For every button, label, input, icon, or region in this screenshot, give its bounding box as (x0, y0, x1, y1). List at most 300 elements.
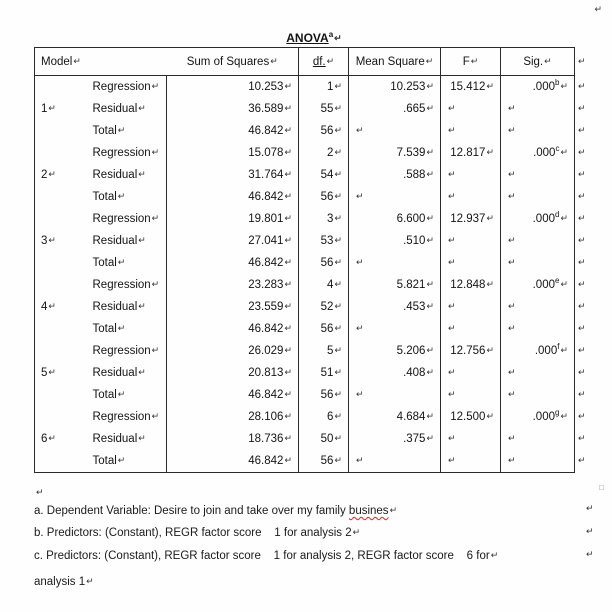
paragraph-mark: ↵ (426, 235, 434, 245)
paragraph-mark: ↵ (508, 257, 516, 267)
paragraph-mark: ↵ (426, 213, 434, 223)
row-end-mark-cell (575, 76, 595, 99)
df-cell: 56↵ (299, 318, 349, 340)
paragraph-mark: ↵ (448, 257, 456, 267)
sum-of-squares-cell: 46.842↵ (167, 318, 299, 340)
f-cell: 12.848↵ (441, 274, 501, 296)
paragraph-mark: ↵ (426, 433, 434, 443)
df-cell: 4↵ (299, 274, 349, 296)
row-label-cell: Regression↵ (92, 279, 160, 291)
paragraph-mark: ↵ (560, 81, 568, 91)
model-number-cell: 5↵ (35, 340, 87, 406)
mean-square-cell: 4.684↵ (349, 406, 441, 428)
df-cell: 56↵ (299, 252, 349, 274)
paragraph-mark: ↵ (448, 235, 456, 245)
row-end-mark-cell (575, 384, 595, 406)
paragraph-mark: ↵ (151, 81, 160, 91)
df-cell: 3↵ (299, 208, 349, 230)
paragraph-mark: ↵ (578, 257, 586, 267)
row-end-mark-cell (575, 230, 595, 252)
paragraph-mark: ↵ (578, 455, 586, 466)
footnote-a (34, 505, 582, 517)
paragraph-mark: ↵ (284, 455, 292, 465)
paragraph-mark: ↵ (334, 455, 342, 465)
paragraph-mark: ↵ (508, 455, 516, 465)
row-end-mark-cell (575, 164, 595, 186)
paragraph-mark: ↵ (48, 301, 56, 311)
footnote-c-cont-text: analysis 1 (34, 576, 86, 588)
row-label-cell: Regression↵ (92, 411, 160, 423)
df-cell: 50↵ (299, 428, 349, 450)
paragraph-mark: ↵ (448, 389, 456, 399)
paragraph-mark: ↵ (284, 257, 292, 267)
paragraph-mark: ↵ (578, 367, 586, 377)
paragraph-mark: ↵ (486, 147, 494, 157)
sum-of-squares-cell: 26.029↵ (167, 340, 299, 362)
mean-square-cell: .510↵ (349, 230, 441, 252)
paragraph-mark: ↵ (151, 279, 160, 289)
paragraph-mark: ↵ (334, 345, 342, 355)
paragraph-mark: ↵ (117, 257, 126, 267)
row-label-cell: Residual↵ (92, 301, 146, 313)
mean-square-cell (349, 384, 441, 406)
paragraph-mark: ↵ (560, 345, 568, 355)
anova-table-body (35, 76, 595, 473)
mean-square-cell: 7.539↵ (349, 142, 441, 164)
paragraph-mark: ↵ (284, 213, 292, 223)
paragraph-mark: ↵ (86, 576, 94, 586)
row-end-mark-cell (575, 340, 595, 362)
paragraph-mark: ↵ (334, 433, 342, 443)
sum-of-squares-cell: 46.842↵ (167, 120, 299, 142)
row-label-cell: Residual↵ (92, 103, 146, 115)
paragraph-mark: ↵ (578, 235, 586, 245)
table-row (35, 318, 595, 340)
paragraph-mark: ↵ (334, 81, 342, 91)
paragraph-mark: ↵ (334, 169, 342, 179)
paragraph-mark: ↵ (544, 55, 552, 66)
sig-cell (501, 296, 575, 318)
paragraph-mark: ↵ (586, 526, 594, 536)
paragraph-mark: ↵ (117, 125, 126, 135)
paragraph-mark: ↵ (138, 367, 146, 377)
paragraph-mark: ↵ (334, 257, 342, 267)
df-cell: 56↵ (299, 120, 349, 142)
paragraph-mark: ↵ (270, 55, 278, 66)
paragraph-mark: ↵ (356, 323, 364, 333)
table-row (35, 120, 595, 142)
sig-cell (501, 230, 575, 252)
paragraph-mark: ↵ (508, 367, 516, 377)
sum-of-squares-cell: 27.041↵ (167, 230, 299, 252)
paragraph-mark: ↵ (560, 279, 568, 289)
footnote-a-text: a. Dependent Variable: Desire to join and take over my family (34, 505, 349, 517)
paragraph-mark: ↵ (284, 345, 292, 355)
paragraph-mark: ↵ (284, 103, 292, 113)
mean-square-cell (349, 252, 441, 274)
sig-cell (501, 186, 575, 208)
table-row (35, 340, 595, 362)
f-cell: 15.412↵ (441, 76, 501, 99)
mean-square-cell (349, 120, 441, 142)
footnote-b-text: b. Predictors: (Constant), REGR factor score 1 for analysis 2 (34, 527, 352, 539)
paragraph-mark: ↵ (586, 549, 594, 559)
f-cell (441, 384, 501, 406)
row-end-mark-cell (575, 274, 595, 296)
paragraph-mark: ↵ (48, 235, 56, 245)
paragraph-mark: ↵ (284, 411, 292, 421)
anova-table (34, 47, 595, 473)
f-cell (441, 428, 501, 450)
row-label-cell: Total↵ (92, 125, 126, 137)
paragraph-mark: ↵ (284, 323, 292, 333)
table-row (35, 296, 595, 318)
row-label-cell: Residual↵ (92, 235, 146, 247)
paragraph-mark: ↵ (508, 433, 516, 443)
header-f-label: F (462, 55, 470, 68)
df-cell: 56↵ (299, 450, 349, 473)
paragraph-mark: ↵ (560, 411, 568, 421)
paragraph-mark: ↵ (334, 213, 342, 223)
header-ss-label: Sum of Squares (186, 55, 270, 68)
paragraph-mark: ↵ (426, 103, 434, 113)
sum-of-squares-cell: 46.842↵ (167, 252, 299, 274)
paragraph-mark: ↵ (334, 301, 342, 311)
df-cell: 5↵ (299, 340, 349, 362)
mean-square-cell: .665↵ (349, 98, 441, 120)
paragraph-mark: ↵ (578, 147, 586, 157)
paragraph-mark: ↵ (36, 487, 44, 497)
paragraph-mark: ↵ (334, 103, 342, 113)
model-number-cell: 1↵ (35, 76, 87, 143)
sum-of-squares-cell: 20.813↵ (167, 362, 299, 384)
df-cell: 53↵ (299, 230, 349, 252)
sig-cell: .000$^b$↵ (501, 76, 575, 99)
df-cell: 52↵ (299, 296, 349, 318)
paragraph-mark: ↵ (508, 301, 516, 311)
model-number-cell: 3↵ (35, 208, 87, 274)
df-cell: 51↵ (299, 362, 349, 384)
paragraph-mark: ↵ (578, 433, 586, 443)
paragraph-mark: ↵ (578, 169, 586, 179)
f-cell: 12.817↵ (441, 142, 501, 164)
row-end-mark-cell (575, 186, 595, 208)
df-cell: 56↵ (299, 186, 349, 208)
paragraph-mark: ↵ (334, 33, 342, 43)
df-cell: 2↵ (299, 142, 349, 164)
paragraph-mark: ↵ (284, 433, 292, 443)
paragraph-mark: ↵ (334, 323, 342, 333)
paragraph-mark: ↵ (334, 235, 342, 245)
row-label-cell: Total↵ (87, 450, 167, 473)
row-label-cell: Regression↵ (92, 147, 160, 159)
paragraph-mark: ↵ (352, 527, 361, 537)
paragraph-mark: ↵ (284, 147, 292, 157)
row-label-cell: Total↵ (92, 323, 126, 335)
paragraph-mark: ↵ (448, 433, 456, 443)
row-end-mark-cell (575, 406, 595, 428)
paragraph-mark: ↵ (151, 345, 160, 355)
paragraph-mark: ↵ (448, 103, 456, 113)
footnote-c-continued (34, 576, 582, 590)
paragraph-mark: ↵ (508, 103, 516, 113)
df-cell: 55↵ (299, 98, 349, 120)
f-cell (441, 230, 501, 252)
paragraph-mark: ↵ (486, 213, 494, 223)
row-end-mark-cell (575, 362, 595, 384)
paragraph-mark: ↵ (508, 191, 516, 201)
square-mark: □ (599, 483, 604, 492)
row-end-mark-cell (575, 208, 595, 230)
sum-of-squares-cell: 28.106↵ (167, 406, 299, 428)
paragraph-mark: ↵ (117, 389, 126, 399)
table-row (35, 186, 595, 208)
sig-cell (501, 164, 575, 186)
paragraph-mark: ↵ (470, 55, 479, 66)
paragraph-mark: ↵ (426, 81, 434, 91)
paragraph-mark: ↵ (356, 191, 364, 201)
sum-of-squares-cell: 46.842↵ (167, 450, 299, 473)
paragraph-mark: ↵ (334, 147, 342, 157)
df-cell: 56↵ (299, 384, 349, 406)
sig-cell (501, 252, 575, 274)
df-cell: 1↵ (299, 76, 349, 99)
header-model (35, 48, 167, 76)
paragraph-mark: ↵ (448, 301, 456, 311)
paragraph-mark: ↵ (334, 279, 342, 289)
paragraph-mark: ↵ (426, 147, 434, 157)
table-row (35, 384, 595, 406)
row-end-mark-cell (575, 318, 595, 340)
paragraph-mark: ↵ (426, 367, 434, 377)
row-end-mark-cell (575, 48, 595, 76)
sum-of-squares-cell: 46.842↵ (167, 384, 299, 406)
sig-cell (501, 428, 575, 450)
table-row (35, 252, 595, 274)
paragraph-mark: ↵ (578, 191, 586, 201)
f-cell: 12.500↵ (441, 406, 501, 428)
f-cell (441, 296, 501, 318)
sig-cell: .000e↵ (501, 274, 575, 296)
row-end-mark-cell (575, 142, 595, 164)
paragraph-mark: ↵ (448, 169, 456, 179)
paragraph-mark: ↵ (594, 4, 602, 14)
row-label-cell: Residual↵ (92, 433, 146, 445)
f-cell (441, 450, 501, 473)
mean-square-cell: 5.206↵ (349, 340, 441, 362)
sig-cell (501, 384, 575, 406)
header-sig-label: Sig. (523, 55, 544, 68)
paragraph-mark: ↵ (138, 103, 146, 113)
sum-of-squares-cell: 23.283↵ (167, 274, 299, 296)
paragraph-mark: ↵ (284, 191, 292, 201)
sum-of-squares-cell: 31.764↵ (167, 164, 299, 186)
f-cell: 12.937↵ (441, 208, 501, 230)
paragraph-mark: ↵ (117, 191, 126, 201)
paragraph-mark: ↵ (448, 367, 456, 377)
table-row (35, 142, 595, 164)
paragraph-mark: ↵ (356, 125, 364, 135)
header-mean-square (349, 48, 441, 76)
paragraph-mark: ↵ (284, 235, 292, 245)
paragraph-mark: ↵ (426, 279, 434, 289)
row-label-cell: Total↵ (92, 191, 126, 203)
paragraph-mark: ↵ (334, 367, 342, 377)
paragraph-mark: ↵ (578, 323, 586, 333)
paragraph-mark: ↵ (334, 389, 342, 399)
table-title (34, 31, 594, 45)
row-label-cell: Regression↵ (92, 81, 160, 93)
paragraph-mark: ↵ (334, 191, 342, 201)
table-row (35, 274, 595, 296)
f-cell (441, 252, 501, 274)
mean-square-cell: 5.821↵ (349, 274, 441, 296)
header-sig (501, 48, 575, 76)
sum-of-squares-cell: 46.842↵ (167, 186, 299, 208)
paragraph-mark: ↵ (448, 323, 456, 333)
sig-cell: .000$^c$↵ (501, 142, 575, 164)
df-cell: 54↵ (299, 164, 349, 186)
paragraph-mark: ↵ (356, 389, 364, 399)
paragraph-mark: ↵ (426, 411, 434, 421)
paragraph-mark: ↵ (151, 411, 160, 421)
paragraph-mark: ↵ (486, 81, 494, 91)
row-end-mark-cell (575, 428, 595, 450)
sig-cell: .000$^f$↵ (501, 340, 575, 362)
mean-square-cell (349, 186, 441, 208)
paragraph-mark: ↵ (284, 81, 292, 91)
sum-of-squares-cell: 10.253↵ (167, 76, 299, 99)
sum-of-squares-cell: 23.559↵ (167, 296, 299, 318)
paragraph-mark: ↵ (284, 125, 292, 135)
f-cell (441, 362, 501, 384)
mean-square-cell: 10.253↵ (349, 76, 441, 99)
paragraph-mark: ↵ (508, 389, 516, 399)
header-f (441, 48, 501, 76)
header-df (299, 48, 349, 76)
paragraph-mark: ↵ (508, 125, 516, 135)
f-cell (441, 164, 501, 186)
paragraph-mark: ↵ (578, 103, 586, 113)
f-cell (441, 318, 501, 340)
paragraph-mark: ↵ (578, 213, 586, 223)
table-row (35, 98, 595, 120)
paragraph-mark: ↵ (508, 169, 516, 179)
f-cell (441, 98, 501, 120)
sum-of-squares-cell: 18.736↵ (167, 428, 299, 450)
mean-square-cell: .408↵ (349, 362, 441, 384)
paragraph-mark: ↵ (578, 55, 586, 66)
table-row (35, 208, 595, 230)
header-model-label: Model (41, 55, 73, 68)
paragraph-mark: ↵ (448, 191, 456, 201)
paragraph-mark: ↵ (578, 389, 586, 399)
table-row (35, 230, 595, 252)
model-number-cell: 6↵ (35, 406, 87, 473)
paragraph-mark: ↵ (578, 411, 586, 421)
paragraph-mark: ↵ (151, 147, 160, 157)
table-row (35, 362, 595, 384)
paragraph-mark: ↵ (486, 345, 494, 355)
paragraph-mark: ↵ (578, 125, 586, 135)
paragraph-mark: ↵ (48, 433, 56, 443)
sig-cell (501, 450, 575, 473)
paragraph-mark: ↵ (138, 301, 146, 311)
header-ms-label: Mean Square (355, 55, 425, 68)
paragraph-mark: ↵ (425, 55, 434, 66)
paragraph-mark: ↵ (334, 125, 342, 135)
mean-square-cell: .375↵ (349, 428, 441, 450)
mean-square-cell: 6.600↵ (349, 208, 441, 230)
paragraph-mark: ↵ (284, 367, 292, 377)
row-label-cell: Regression↵ (92, 345, 160, 357)
sig-cell: .000$^g$↵ (501, 406, 575, 428)
paragraph-mark: ↵ (48, 367, 56, 377)
table-row (35, 164, 595, 186)
paragraph-mark: ↵ (578, 345, 586, 355)
sum-of-squares-cell: 15.078↵ (167, 142, 299, 164)
row-label-cell: Regression↵ (92, 213, 160, 225)
row-label-cell: Residual↵ (92, 169, 146, 181)
paragraph-mark: ↵ (448, 455, 456, 465)
row-end-mark-cell (575, 296, 595, 318)
paragraph-mark: ↵ (284, 301, 292, 311)
paragraph-mark: ↵ (426, 169, 434, 179)
paragraph-mark: ↵ (486, 279, 494, 289)
paragraph-mark: ↵ (389, 505, 398, 515)
sig-cell: .000$^d$↵ (501, 208, 575, 230)
model-number-cell: 2↵ (35, 142, 87, 208)
table-title-text: ANOVA (286, 31, 329, 45)
paragraph-mark: ↵ (578, 279, 586, 289)
paragraph-mark: ↵ (284, 279, 292, 289)
paragraph-mark: ↵ (578, 301, 586, 311)
row-end-mark-cell (575, 98, 595, 120)
paragraph-mark: ↵ (356, 455, 364, 465)
table-row (35, 76, 595, 99)
df-cell: 6↵ (299, 406, 349, 428)
row-label-cell: Total↵ (92, 389, 126, 401)
paragraph-mark: ↵ (486, 411, 494, 421)
mean-square-cell: .453↵ (349, 296, 441, 318)
title-superscript: a (328, 30, 334, 39)
paragraph-mark: ↵ (426, 301, 434, 311)
paragraph-mark: ↵ (138, 235, 146, 245)
header-row (35, 48, 595, 76)
footnote-c-text: c. Predictors: (Constant), REGR factor score 1 for analysis 2, REGR factor score 6 for (34, 550, 490, 562)
f-cell: 12.756↵ (441, 340, 501, 362)
header-df-label: df. (312, 55, 326, 68)
paragraph-mark: ↵ (586, 503, 594, 513)
paragraph-mark: ↵ (508, 235, 516, 245)
sig-cell (501, 318, 575, 340)
header-sum-of-squares (167, 48, 299, 76)
paragraph-mark: ↵ (326, 55, 335, 66)
paragraph-mark: ↵ (138, 169, 146, 179)
paragraph-mark: ↵ (508, 323, 516, 333)
paragraph-mark: ↵ (490, 550, 499, 560)
paragraph-mark: ↵ (284, 389, 292, 399)
sig-cell (501, 120, 575, 142)
sum-of-squares-cell: 19.801↵ (167, 208, 299, 230)
table-row (35, 406, 595, 428)
paragraph-mark: ↵ (334, 411, 342, 421)
footnote-a-misspelled-word: busines (348, 505, 389, 517)
paragraph-mark: ↵ (151, 213, 160, 223)
footnote-c (34, 550, 582, 562)
model-number-cell: 4↵ (35, 274, 87, 340)
sig-cell (501, 98, 575, 120)
